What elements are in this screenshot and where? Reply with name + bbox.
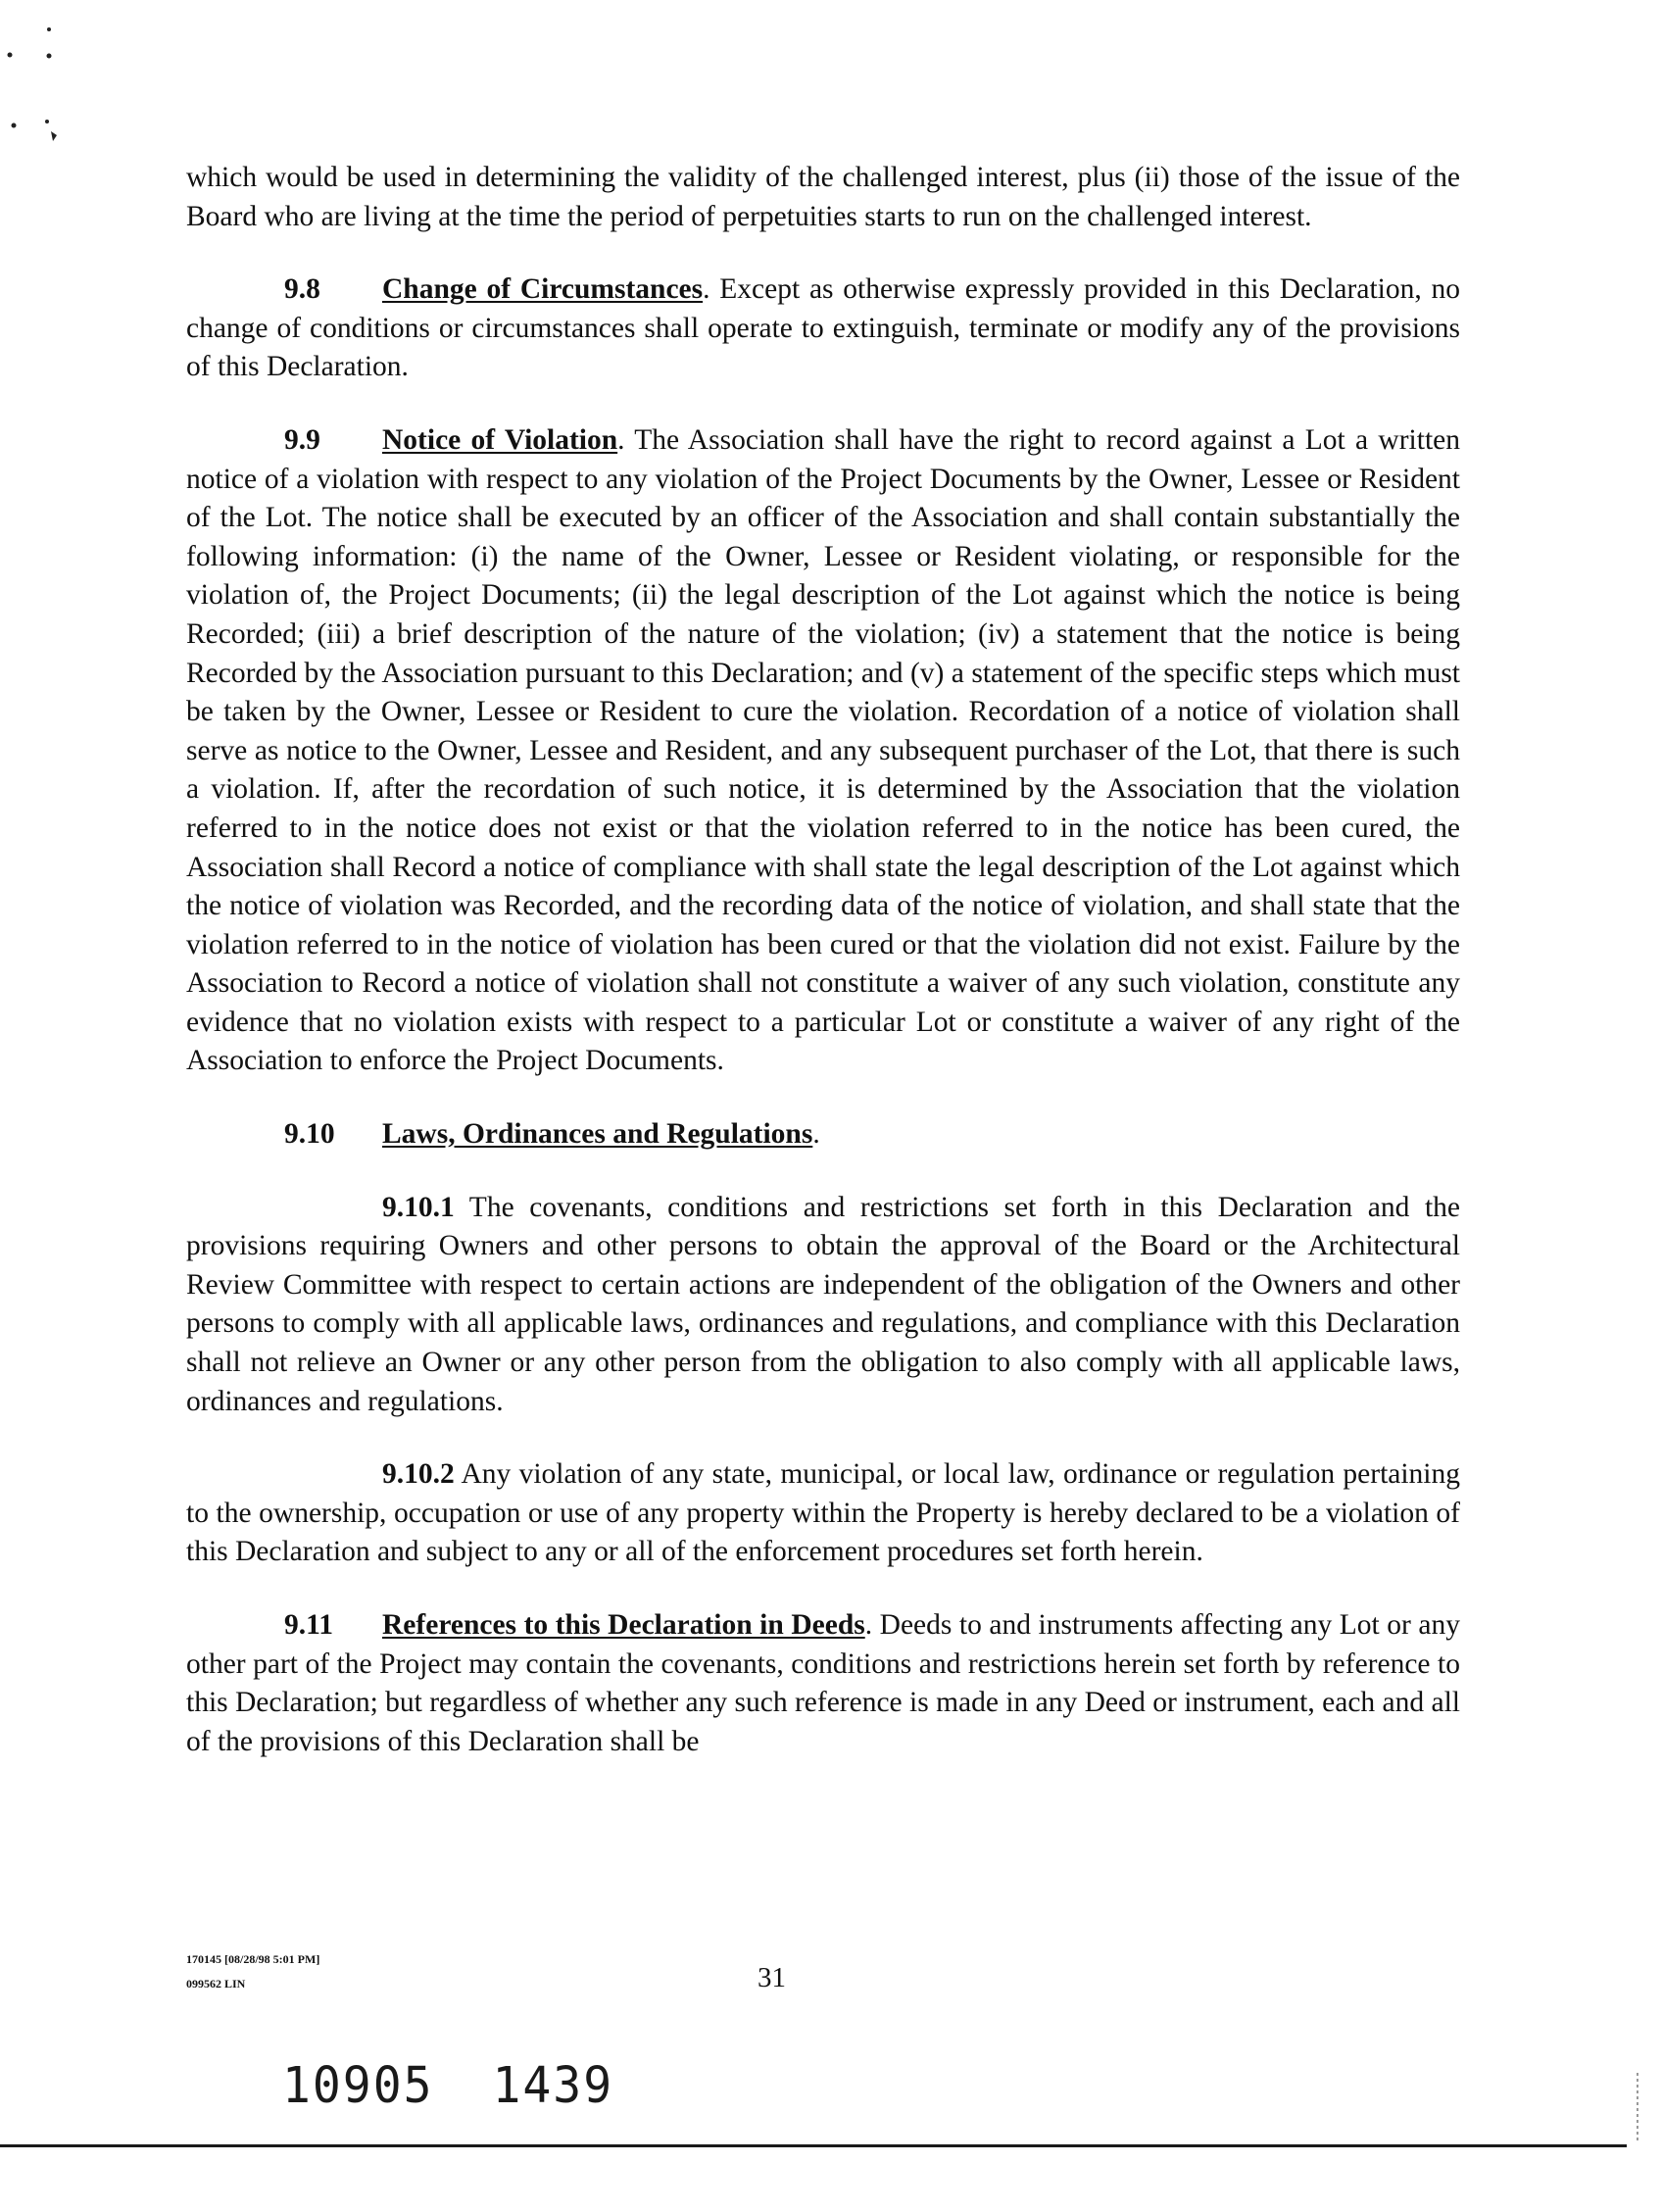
scan-edge-mark [1637, 2073, 1638, 2141]
document-body [186, 159, 1460, 1795]
section-number: 9.8 [284, 273, 320, 306]
section-text: . Deeds to and instruments affecting any Lot or any other part of the Project may contain the covenants, conditions and restrictions herein set forth by reference to this Declaration; but regardless of whether any such reference is made in any Deed or instrument, each and all of the provisions of this Declaration shall be [186, 1609, 1460, 1757]
footer-doc-id: 170145 [08/28/98 5:01 PM] [186, 1952, 320, 1966]
recording-page: 1439 [492, 2056, 614, 2115]
section-text: . The Association shall have the right to record against a Lot a written notice of a violation with respect to any violation of the Project Documents by the Owner, Lessee or Resident of the Lot. The notice shall be executed by an officer of the Association and shall contain substantially the following information: (i) the name of the Owner, Lessee or Resident violating, or responsible for the violation of, the Project Documents; (ii) the legal description of the Lot against which the notice is being Recorded; (iii) a brief description of the nature of the violation; (iv) a statement that the notice is being Recorded by the Association pursuant to this Declaration; and (v) a statement of the specific steps which must be taken by the Owner, Lessee or Resident to cure the violation. Recordation of a notice of violation shall serve as notice to the Owner, Lessee and Resident, and any subsequent purchaser of the Lot, that there is such a violation. If, after the recordation of such notice, it is determined by the Association that the violation referred to in the notice does not exist or that the violation referred to in the notice has been cured, the Association shall Record a notice of compliance with shall state the legal description of the Lot against which the notice of violation was Recorded, and the recording data of the notice of violation, and shall state that the violation referred to in the notice of violation has been cured or that the violation did not exist. Failure by the Association to Record a notice of violation shall not constitute a waiver of any such violation, constitute any evidence that no violation exists with respect to a particular Lot or constitute a waiver of any right of the Association to enforce the Project Documents. [186, 423, 1460, 1077]
section-9-11 [186, 1606, 1460, 1761]
footer-client-code: 099562 LIN [186, 1977, 246, 1991]
paragraph-continuation: which would be used in determining the validity of the challenged interest, plus (ii) those of the issue of the Board who are living at the time the period of perpetuities starts to run on the challenged interest. [186, 162, 1460, 232]
bottom-rule [0, 2144, 1627, 2147]
section-number: 9.10 [284, 1118, 335, 1151]
section-title: Notice of Violation [382, 423, 618, 456]
section-9-10-2 [186, 1455, 1460, 1572]
page-number: 31 [758, 1962, 786, 1993]
subsection-text: Any violation of any state, municipal, or local law, ordinance or regulation pertaining to the ownership, occupation or use of any property within the Property is hereby declared to be a violation of this Declaration and subject to any or all of the enforcement procedures set forth herein. [186, 1458, 1460, 1568]
section-text: . Except as otherwise expressly provided in this Declaration, no change of conditions or circumstances shall operate to extinguish, terminate or modify any of the provisions of this Declaration. [186, 273, 1460, 383]
section-9-10-1 [186, 1189, 1460, 1422]
subsection-number: 9.10.2 [382, 1458, 455, 1491]
subsection-number: 9.10.1 [382, 1191, 455, 1223]
recording-book: 10905 [282, 2056, 434, 2115]
section-text: . [812, 1118, 820, 1151]
recording-stamp [282, 2057, 613, 2115]
section-title: Laws, Ordinances and Regulations [382, 1118, 813, 1151]
section-number: 9.11 [284, 1609, 333, 1641]
scan-specks [0, 0, 78, 157]
section-9-8 [186, 270, 1460, 387]
subsection-text: The covenants, conditions and restrictions set forth in this Declaration and the provisions requiring Owners and other persons to obtain the approval of the Board or the Architectural Review Committee with respect to certain actions are independent of the obligation of the Owners and other persons to comply with all applicable laws, ordinances and regulations, and compliance with this Declaration shall not relieve an Owner or any other person from the obligation to also comply with all applicable laws, ordinances and regulations. [186, 1191, 1460, 1417]
section-title: Change of Circumstances [382, 273, 704, 306]
section-9-9 [186, 421, 1460, 1081]
section-title: References to this Declaration in Deeds [382, 1609, 865, 1641]
section-number: 9.9 [284, 423, 320, 456]
footer-doc-info [186, 1947, 319, 1996]
section-9-10 [186, 1115, 1460, 1155]
